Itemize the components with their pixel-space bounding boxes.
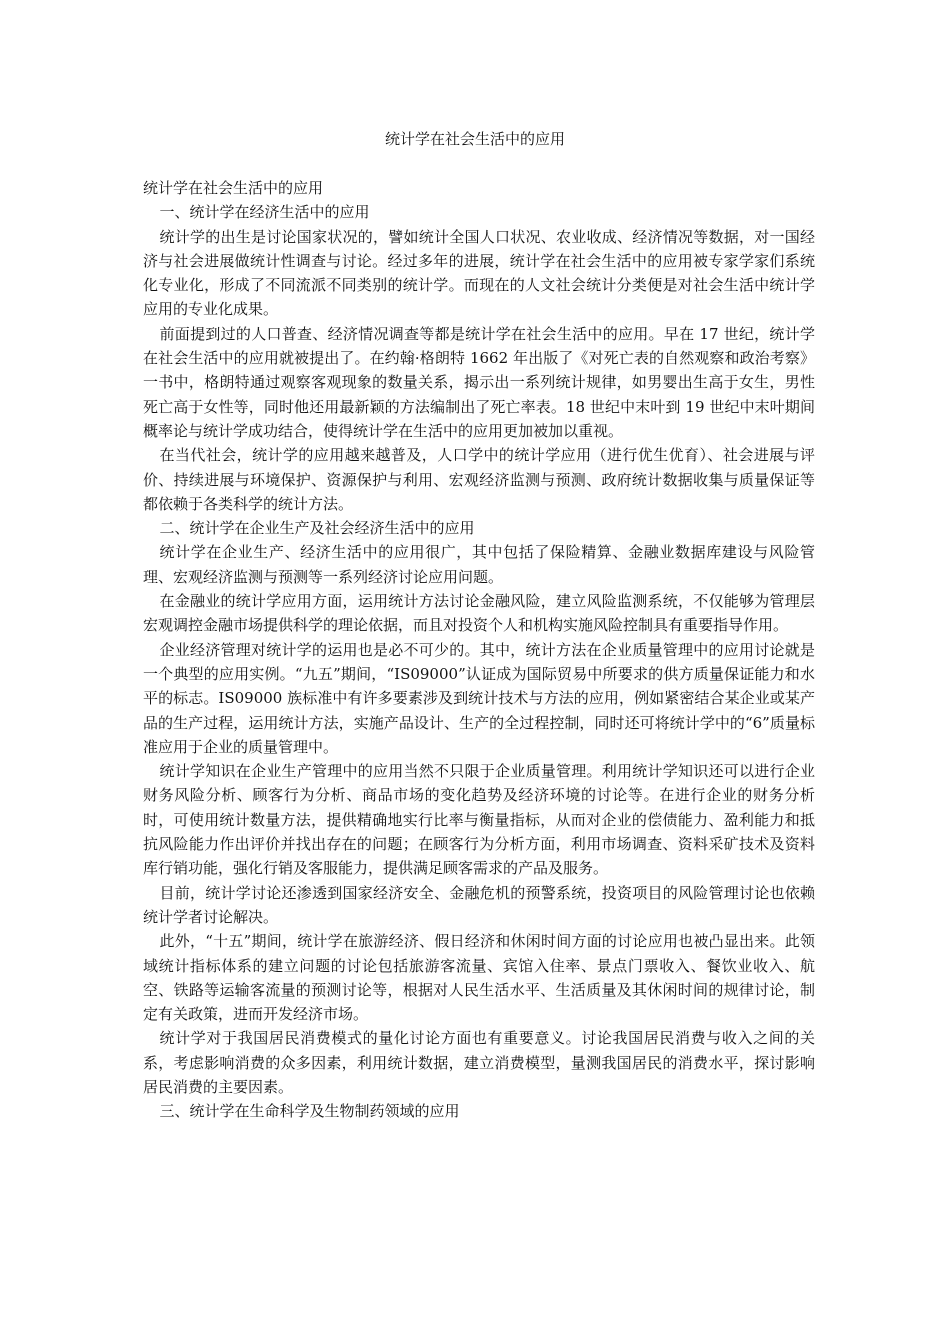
paragraph: 统计学知识在企业生产管理中的应用当然不只限于企业质量管理。利用统计学知识还可以进行企业财务风险分析、顾客行为分析、商品市场的变化趋势及经济环境的讨论等。在进行企业的财务分析时，可使用统计数量方法，提供精确地实行比率与衡量指标，从而对企业的偿债能力、盈利能力和抵抗风险能力作出评价并找出存在的问题；在顾客行为分析方面，利用市场调查、资料采矿技术及资料库行销功能，强化行销及客服能力，提供满足顾客需求的产品及服务。 [143, 762, 815, 878]
paragraph: 目前，统计学讨论还渗透到国家经济安全、金融危机的预警系统，投资项目的风险管理讨论也依赖统计学者讨论解决。 [143, 883, 815, 926]
paragraph: 在金融业的统计学应用方面，运用统计方法讨论金融风险，建立风险监测系统，不仅能够为管理层宏观调控金融市场提供科学的理论依据，而且对投资个人和机构实施风险控制具有重要指导作用。 [143, 592, 815, 635]
document-title: 统计学在社会生活中的应用 [384, 130, 565, 148]
section-heading-2: 二、统计学在企业生产及社会经济生活中的应用 [159, 519, 475, 538]
paragraph: 在当代社会，统计学的应用越来越普及，人口学中的统计学应用（进行优生优育）、社会进展与评价、持续进展与环境保护、资源保护与利用、宏观经济监测与预测、政府统计数据收集与质量保证等都依赖于各类科学的统计方法。 [143, 446, 815, 513]
paragraph: 统计学的出生是讨论国家状况的，譬如统计全国人口状况、农业收成、经济情况等数据，对一国经济与社会进展做统计性调查与讨论。经过多年的进展，统计学在社会生活中的应用被专家学家们系统化专业化，形成了不同流派不同类别的统计学。而现在的人文社会统计分类便是对社会生活中统计学应用的专业化成果。 [143, 227, 815, 319]
paragraph: 此外，“十五”期间，统计学在旅游经济、假日经济和休闲时间方面的讨论应用也被凸显出来。此领域统计指标体系的建立问题的讨论包括旅游客流量、宾馆入住率、景点门票收入、餐饮业收入、航空、铁路等运输客流量的预测讨论等，根据对人民生活水平、生活质量及其休闲时间的规律讨论，制定有关政策，进而开发经济市场。 [143, 932, 815, 1024]
paragraph: 企业经济管理对统计学的运用也是必不可少的。其中，统计方法在企业质量管理中的应用讨论就是一个典型的应用实例。“九五”期间，“IS09000”认证成为国际贸易中所要求的供方质量保证能力和水平的标志。IS09000 族标准中有许多要素涉及到统计技术与方法的应用，例如紧密结合某企业或某产品的生产过程，运用统计方法，实施产品设计、生产的全过程控制，同时还可将统计学中的“6”质量标准应用于企业的质量管理中。 [143, 640, 815, 756]
body-heading: 统计学在社会生活中的应用 [143, 179, 324, 197]
section-heading-1: 一、统计学在经济生活中的应用 [159, 203, 370, 222]
document-body [143, 176, 815, 1124]
section-heading-3: 三、统计学在生命科学及生物制药领域的应用 [159, 1102, 460, 1121]
paragraph: 统计学在企业生产、经济生活中的应用很广，其中包括了保险精算、金融业数据库建设与风险管理、宏观经济监测与预测等一系列经济讨论应用问题。 [143, 543, 815, 586]
paragraph: 统计学对于我国居民消费模式的量化讨论方面也有重要意义。讨论我国居民消费与收入之间的关系，考虑影响消费的众多因素，利用统计数据，建立消费模型，量测我国居民的消费水平，探讨影响居民消费的主要因素。 [143, 1029, 815, 1096]
paragraph: 前面提到过的人口普查、经济情况调查等都是统计学在社会生活中的应用。早在 17 世纪，统计学在社会生活中的应用就被提出了。在约翰·格朗特 1662 年出版了《对死亡表的自然观察和政治考察》一书中，格朗特通过观察客观现象的数量关系，揭示出一系列统计规律，如男婴出生高于女生，男性死亡高于女性等，同时他还用最新颖的方法编制出了死亡率表。18 世纪中末叶到 19 世纪中末叶期间概率论与统计学成功结合，使得统计学在生活中的应用更加被加以重视。 [143, 324, 815, 440]
